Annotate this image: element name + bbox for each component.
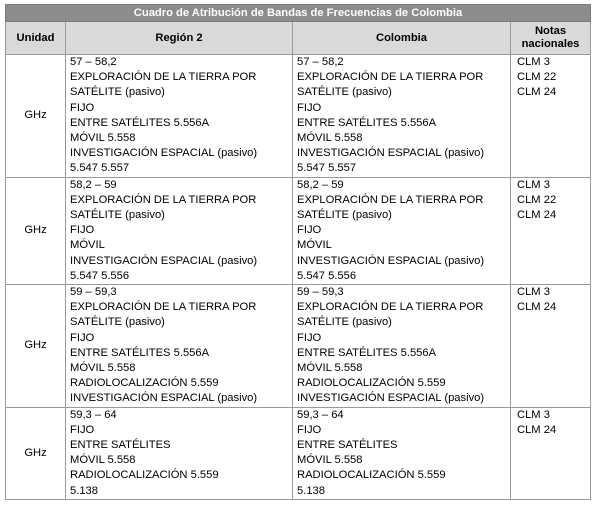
colombia-line: MÓVIL 5.558 (297, 362, 363, 375)
region-2-line: FIJO (70, 423, 95, 436)
region-2-line: ENTRE SATÉLITES 5.556A (70, 346, 210, 359)
national-note: CLM 24 (517, 301, 557, 314)
table-row (6, 177, 591, 284)
colombia-line: EXPLORACIÓN DE LA TIERRA POR (297, 301, 484, 314)
region-2-line: 5.547 5.557 (70, 162, 130, 175)
header-notas-nacionales (511, 22, 591, 55)
frequency-allocation-table (5, 4, 591, 500)
region-2-line: 57 – 58,2 (70, 56, 117, 68)
region-2-line: 59 – 59,3 (70, 286, 117, 299)
unit-cell: GHz (6, 177, 66, 284)
national-note: CLM 24 (517, 423, 557, 436)
region-2-line: MÓVIL 5.558 (70, 362, 136, 375)
region-2-line: EXPLORACIÓN DE LA TIERRA POR (70, 301, 257, 314)
colombia-line: 58,2 – 59 (297, 178, 344, 191)
colombia-line: 59 – 59,3 (297, 286, 344, 299)
national-notes-cell (511, 407, 591, 499)
region-2-line: FIJO (70, 224, 95, 237)
region-2-cell (66, 177, 293, 284)
colombia-line: 5.138 (297, 484, 325, 497)
region-2-line: RADIOLOCALIZACIÓN 5.559 (70, 377, 219, 390)
region-2-line: INVESTIGACIÓN ESPACIAL (pasivo) (70, 147, 258, 160)
colombia-cell (293, 407, 511, 499)
colombia-line: 5.547 5.556 (297, 269, 357, 282)
region-2-line: MÓVIL 5.558 (70, 132, 136, 145)
colombia-line: FIJO (297, 224, 322, 237)
colombia-line: ENTRE SATÉLITES 5.556A (297, 346, 437, 359)
colombia-line: FIJO (297, 423, 322, 436)
table-row (6, 285, 591, 408)
header-notas-line-1: Notas (534, 25, 567, 37)
colombia-line: FIJO (297, 331, 322, 344)
table-header-row (6, 22, 591, 55)
table-row (6, 55, 591, 178)
region-2-line: 59,3 – 64 (70, 408, 117, 421)
region-2-line: MÓVIL 5.558 (70, 454, 136, 467)
national-note: CLM 22 (517, 71, 557, 84)
national-note: CLM 3 (517, 56, 550, 68)
frequency-allocation-document (5, 4, 590, 500)
colombia-line: MÓVIL 5.558 (297, 454, 363, 467)
colombia-line: EXPLORACIÓN DE LA TIERRA POR (297, 193, 484, 206)
colombia-line: RADIOLOCALIZACIÓN 5.559 (297, 377, 446, 390)
national-note: CLM 3 (517, 408, 550, 421)
region-2-line: ENTRE SATÉLITES 5.556A (70, 116, 210, 129)
region-2-line: 5.547 5.556 (70, 269, 130, 282)
region-2-line: INVESTIGACIÓN ESPACIAL (pasivo) (70, 392, 258, 405)
region-2-cell (66, 285, 293, 408)
unit-cell: GHz (6, 285, 66, 408)
region-2-line: EXPLORACIÓN DE LA TIERRA POR (70, 193, 257, 206)
colombia-line: 5.547 5.557 (297, 162, 357, 175)
colombia-line: RADIOLOCALIZACIÓN 5.559 (297, 469, 446, 482)
colombia-line: SATÉLITE (pasivo) (297, 86, 392, 99)
region-2-line: EXPLORACIÓN DE LA TIERRA POR (70, 71, 257, 84)
region-2-line: FIJO (70, 331, 95, 344)
national-notes-cell (511, 55, 591, 178)
colombia-line: FIJO (297, 101, 322, 114)
national-note: CLM 24 (517, 86, 557, 99)
header-colombia: Colombia (293, 22, 511, 55)
colombia-line: ENTRE SATÉLITES (297, 439, 398, 452)
colombia-line: MÓVIL 5.558 (297, 132, 363, 145)
header-region-2: Región 2 (66, 22, 293, 55)
header-notas-line-2: nacionales (521, 38, 580, 50)
region-2-line: FIJO (70, 101, 95, 114)
national-note: CLM 24 (517, 209, 557, 222)
region-2-cell (66, 407, 293, 499)
colombia-line: 59,3 – 64 (297, 408, 344, 421)
colombia-line: EXPLORACIÓN DE LA TIERRA POR (297, 71, 484, 84)
colombia-line: INVESTIGACIÓN ESPACIAL (pasivo) (297, 392, 485, 405)
unit-cell: GHz (6, 55, 66, 178)
table-title: Cuadro de Atribución de Bandas de Frecuencias de Colombia (6, 5, 591, 22)
colombia-cell (293, 285, 511, 408)
colombia-cell (293, 55, 511, 178)
region-2-line: MÓVIL (70, 239, 105, 252)
region-2-line: SATÉLITE (pasivo) (70, 209, 165, 222)
colombia-line: 57 – 58,2 (297, 56, 344, 68)
region-2-line: SATÉLITE (pasivo) (70, 316, 165, 329)
colombia-line: INVESTIGACIÓN ESPACIAL (pasivo) (297, 147, 485, 160)
colombia-line: SATÉLITE (pasivo) (297, 209, 392, 222)
unit-cell: GHz (6, 407, 66, 499)
colombia-line: INVESTIGACIÓN ESPACIAL (pasivo) (297, 254, 485, 267)
national-notes-cell (511, 177, 591, 284)
national-note: CLM 3 (517, 178, 550, 191)
national-notes-cell (511, 285, 591, 408)
national-note: CLM 22 (517, 193, 557, 206)
colombia-line: SATÉLITE (pasivo) (297, 316, 392, 329)
region-2-line: SATÉLITE (pasivo) (70, 86, 165, 99)
region-2-line: RADIOLOCALIZACIÓN 5.559 (70, 469, 219, 482)
colombia-cell (293, 177, 511, 284)
region-2-line: INVESTIGACIÓN ESPACIAL (pasivo) (70, 254, 258, 267)
table-title-row (6, 5, 591, 22)
region-2-line: 5.138 (70, 484, 98, 497)
national-note: CLM 3 (517, 286, 550, 299)
region-2-cell (66, 55, 293, 178)
region-2-line: ENTRE SATÉLITES (70, 439, 171, 452)
colombia-line: ENTRE SATÉLITES 5.556A (297, 116, 437, 129)
header-unidad: Unidad (6, 22, 66, 55)
region-2-line: 58,2 – 59 (70, 178, 117, 191)
table-row (6, 407, 591, 499)
table-body (6, 55, 591, 500)
colombia-line: MÓVIL (297, 239, 332, 252)
